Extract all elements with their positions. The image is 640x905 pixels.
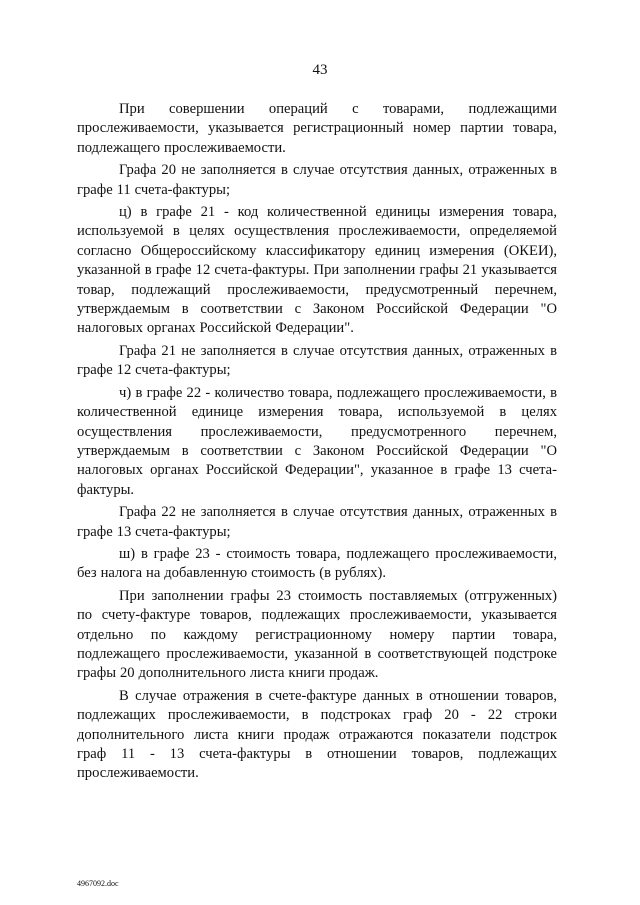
paragraph-5: ч) в графе 22 - количество товара, подлежащего прослеживаемости, в количественной единице измерения товара, используемой в целях осуществления прослеживаемости, предусмотренного перечнем, утверждаемым в соответствии с Законом Российской Федерации "О налоговых органах Российской Федерации", указанное в графе 13 счета-фактуры. (77, 384, 557, 498)
paragraph-8: При заполнении графы 23 стоимость поставляемых (отгруженных) по счету-фактуре товаров, подлежащих прослеживаемости, указывается отдельно по каждому регистрационному номеру партии товара, подлежащего прослеживаемости, указанной в соответствующей подстроке графы 20 дополнительного листа книги продаж. (77, 587, 557, 682)
paragraph-2: Графа 20 не заполняется в случае отсутствия данных, отраженных в графе 11 счета-фактуры; (77, 162, 557, 198)
paragraph-1: При совершении операций с товарами, подлежащими прослеживаемости, указывается регистрационный номер партии товара, подлежащего прослеживаемости. (77, 101, 557, 156)
paragraph-6: Графа 22 не заполняется в случае отсутствия данных, отраженных в графе 13 счета-фактуры; (77, 504, 557, 540)
paragraph-7: ш) в графе 23 - стоимость товара, подлежащего прослеживаемости, без налога на добавленную стоимость (в рублях). (77, 545, 557, 582)
document-footer-filename: 4967092.doc (77, 879, 119, 888)
page-number: 43 (312, 62, 328, 78)
paragraph-4: Графа 21 не заполняется в случае отсутствия данных, отраженных в графе 12 счета-фактуры; (77, 342, 557, 379)
paragraph-9: В случае отражения в счете-фактуре данных в отношении товаров, подлежащих прослеживаемости, в подстроках граф 20 - 22 строки дополнительного листа книги продаж отражаются показатели подстрок граф 11 - 13 счета-фактуры в отношении товаров, подлежащих прослеживаемости. (77, 687, 557, 782)
document-body (77, 100, 557, 787)
paragraph-3: ц) в графе 21 - код количественной единицы измерения товара, используемой в целях осуществления прослеживаемости, определяемой согласно Общероссийскому классификатору единиц измерения (ОКЕИ), указанной в графе 12 счета-фактуры. При заполнении графы 21 указывается товар, подлежащий прослеживаемости, предусмотренный перечнем, утверждаемым в соответствии с Законом Российской Федерации "О налоговых органах Российской Федерации". (77, 204, 557, 337)
